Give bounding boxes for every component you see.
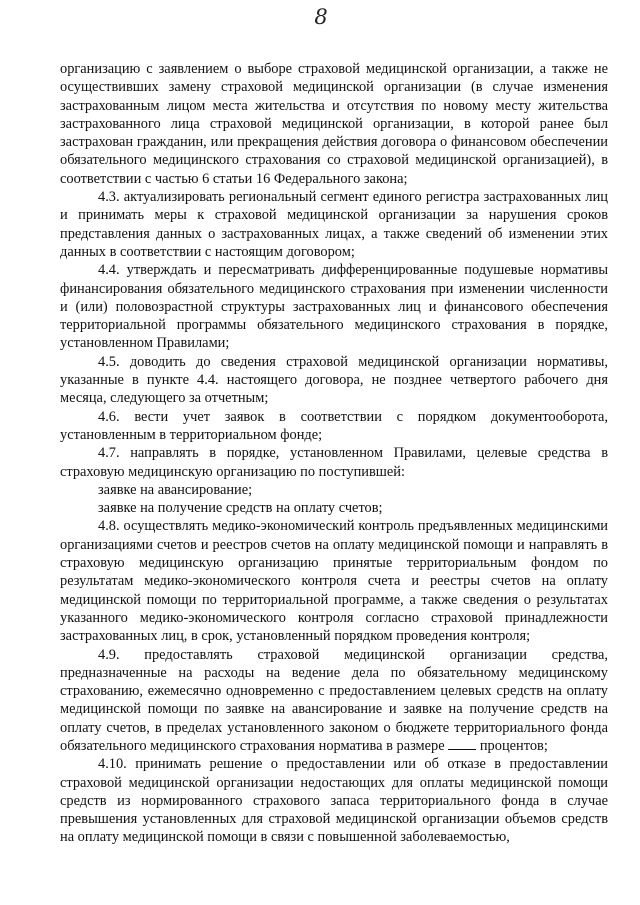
- paragraph-4-7: 4.7. направлять в порядке, установленном Правилами, целевые средства в страховую медицинскую организацию по поступившей:: [60, 445, 608, 480]
- paragraph-4-3: 4.3. актуализировать региональный сегмент единого регистра застрахованных лиц и принимать меры к страховой медицинской организации за нарушения сроков представления данных о застрахованных лицах, а также сведений об изменении этих данных в соответствии с настоящим договором;: [60, 189, 608, 260]
- paragraph-4-10: 4.10. принимать решение о предоставлении или об отказе в предоставлении страховой медицинской организации недостающих для оплаты медицинской помощи средств из нормированного страхового запаса территориального фонда в случае превышения установленных для страховой медицинской организации объемов средств на оплату медицинской помощи в связи с повышенной заболеваемостью,: [60, 756, 608, 846]
- paragraph-4-6: 4.6. вести учет заявок в соответствии с порядком документооборота, установленным в территориальном фонде;: [60, 408, 608, 443]
- paragraph-4-4: 4.4. утверждать и пересматривать дифференцированные подушевые нормативы финансирования обязательного медицинского страхования при изменении численности и (или) половозрастной структуры застрахованных лиц и финансового обеспечения территориальной программы обязательного медицинского страхования в порядке, установленном Правилами;: [60, 262, 608, 352]
- paragraph-4-9: [60, 646, 608, 756]
- list-item-advance-request: заявке на авансирование;: [98, 481, 253, 498]
- page-number: 8: [314, 5, 328, 29]
- document-body: [60, 60, 608, 847]
- list-item-invoice-request: заявке на получение средств на оплату счетов;: [98, 500, 383, 517]
- paragraph-4-9-tail: процентов;: [479, 737, 548, 754]
- paragraph-4-5: 4.5. доводить до сведения страховой медицинской организации нормативы, указанные в пункте 4.4. настоящего договора, не позднее четвертого рабочего дня месяца, следующего за отчетным;: [60, 353, 608, 407]
- paragraph-4-9-text: 4.9. предоставлять страховой медицинской организации средства, предназначенные на расходы на ведение дела по обязательному медицинскому страхованию, ежемесячно одновременно с предоставлением целевых средств на оплату медицинской помощи по заявке на авансирование и заявке на получение средств на оплату счетов, в пределах установленного законом о бюджете территориального фонда обязательного медицинского страхования норматива в размере: [60, 646, 608, 754]
- paragraph-4-8: 4.8. осуществлять медико-экономический контроль предъявленных медицинскими организациями счетов и реестров счетов на оплату медицинской помощи и направлять в страховую медицинскую организацию принятые территориальным фондом по результатам медико-экономического контроля счета и реестры счетов на оплату медицинской помощи по территориальной программе, а также сведения о результатах указанного медико-экономического контроля согласно страховой принадлежности застрахованных лиц, в срок, установленный порядком проведения контроля;: [60, 518, 608, 645]
- fill-in-blank: [448, 737, 476, 750]
- paragraph-continuation: организацию с заявлением о выборе страховой медицинской организации, а также не осуществивших замену страховой медицинской организации (в случае изменения застрахованным лицом места жительства и отсутствия по новому месту жительства застрахованного лица страховой медицинской организации, в которой ранее был застрахован гражданин, или прекращения действия договора о финансовом обеспечении обязательного медицинского страхования со страховой медицинской организацией), в соответствии с частью 6 статьи 16 Федерального закона;: [60, 61, 608, 187]
